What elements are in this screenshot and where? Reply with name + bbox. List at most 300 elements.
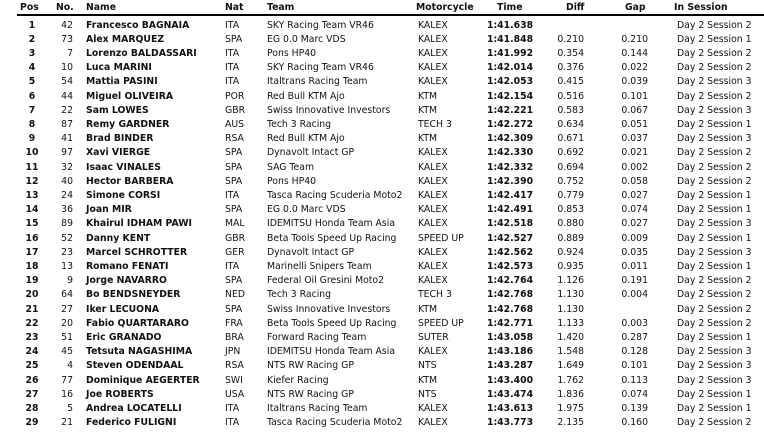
cell-gap: 0.037: [621, 133, 648, 145]
cell-rider-name: Danny KENT: [86, 232, 151, 244]
table-row: [0, 303, 764, 317]
cell-pos: 28: [25, 402, 39, 414]
cell-pos: 27: [25, 388, 39, 400]
cell-motorcycle: KALEX: [418, 19, 448, 31]
cell-motorcycle: KALEX: [418, 275, 448, 287]
cell-rider-name: Xavi VIERGE: [86, 147, 151, 159]
cell-nationality: USA: [225, 388, 245, 400]
table-row: [0, 90, 764, 104]
table-row: [0, 416, 764, 430]
cell-nationality: BRA: [225, 331, 244, 343]
cell-rider-name: Iker LECUONA: [86, 303, 160, 315]
cell-pos: 2: [28, 33, 36, 45]
cell-nationality: SPA: [225, 175, 243, 187]
cell-diff: 0.889: [557, 232, 584, 244]
cell-session: Day 2 Session 3: [677, 133, 752, 145]
cell-team: EG 0.0 Marc VDS: [267, 204, 346, 216]
cell-diff: 1.420: [557, 331, 584, 343]
table-row: [0, 374, 764, 388]
cell-gap: 0.002: [621, 161, 648, 173]
cell-nationality: SPA: [225, 147, 243, 159]
cell-diff: 1.836: [557, 388, 584, 400]
header-time: Time: [497, 2, 523, 13]
cell-motorcycle: KALEX: [418, 33, 448, 45]
cell-session: Day 2 Session 1: [677, 232, 752, 244]
cell-motorcycle: KALEX: [418, 62, 448, 74]
cell-session: Day 2 Session 3: [677, 346, 752, 358]
cell-team: Tech 3 Racing: [267, 118, 332, 130]
cell-rider-name: Luca MARINI: [86, 62, 152, 74]
cell-number: 4: [67, 360, 73, 372]
cell-diff: 1.130: [557, 303, 584, 315]
cell-team: SAG Team: [267, 161, 315, 173]
cell-team: Italtrans Racing Team: [267, 402, 368, 414]
table-row: [0, 217, 764, 231]
cell-lap-time: 1:42.518: [487, 218, 534, 230]
cell-team: Dynavolt Intact GP: [267, 147, 355, 159]
cell-gap: 0.004: [621, 289, 648, 301]
cell-gap: 0.035: [621, 246, 648, 258]
cell-nationality: RSA: [225, 133, 244, 145]
table-row: [0, 203, 764, 217]
cell-team: Beta Tools Speed Up Racing: [267, 232, 397, 244]
cell-lap-time: 1:42.221: [487, 104, 534, 116]
cell-lap-time: 1:42.491: [487, 204, 534, 216]
cell-motorcycle: NTS: [418, 360, 437, 372]
cell-session: Day 2 Session 2: [677, 417, 752, 429]
cell-diff: 2.135: [557, 417, 584, 429]
cell-nationality: ITA: [225, 62, 240, 74]
cell-pos: 19: [25, 275, 39, 287]
cell-number: 10: [61, 62, 73, 74]
cell-gap: 0.027: [621, 218, 648, 230]
cell-nationality: ITA: [225, 402, 240, 414]
cell-number: 54: [61, 76, 73, 88]
cell-diff: 1.126: [557, 275, 584, 287]
cell-session: Day 2 Session 1: [677, 260, 752, 272]
cell-number: 40: [61, 175, 73, 187]
table-row: [0, 274, 764, 288]
cell-pos: 15: [25, 218, 39, 230]
table-row: [0, 345, 764, 359]
cell-diff: 0.415: [557, 76, 584, 88]
cell-pos: 9: [28, 133, 36, 145]
cell-team: Pons HP40: [267, 175, 317, 187]
cell-nationality: ITA: [225, 260, 240, 272]
cell-session: Day 2 Session 2: [677, 303, 752, 315]
cell-team: Italtrans Racing Team: [267, 76, 368, 88]
table-row: [0, 146, 764, 160]
cell-diff: 0.924: [557, 246, 584, 258]
cell-nationality: FRA: [225, 317, 243, 329]
cell-gap: 0.210: [621, 33, 648, 45]
cell-motorcycle: KALEX: [418, 189, 448, 201]
cell-lap-time: 1:43.058: [487, 331, 534, 343]
cell-motorcycle: KALEX: [418, 47, 448, 59]
cell-motorcycle: KALEX: [418, 218, 448, 230]
cell-lap-time: 1:42.053: [487, 76, 534, 88]
cell-motorcycle: KALEX: [418, 402, 448, 414]
cell-session: Day 2 Session 3: [677, 76, 752, 88]
table-row: [0, 402, 764, 416]
cell-session: Day 2 Session 2: [677, 19, 752, 31]
cell-nationality: ITA: [225, 19, 240, 31]
cell-gap: 0.027: [621, 189, 648, 201]
cell-rider-name: Mattia PASINI: [86, 76, 158, 88]
cell-number: 41: [61, 133, 73, 145]
cell-diff: 1.762: [557, 374, 584, 386]
cell-lap-time: 1:42.768: [487, 289, 534, 301]
cell-lap-time: 1:42.771: [487, 317, 534, 329]
cell-nationality: GBR: [225, 232, 246, 244]
cell-rider-name: Alex MARQUEZ: [86, 33, 165, 45]
cell-team: SKY Racing Team VR46: [267, 19, 374, 31]
cell-number: 7: [67, 47, 73, 59]
cell-nationality: ITA: [225, 189, 240, 201]
cell-diff: 1.975: [557, 402, 584, 414]
cell-diff: 0.210: [557, 33, 584, 45]
cell-team: Swiss Innovative Investors: [267, 104, 391, 116]
cell-number: 52: [61, 232, 73, 244]
cell-pos: 16: [25, 232, 39, 244]
cell-team: Red Bull KTM Ajo: [267, 133, 345, 145]
table-row: [0, 161, 764, 175]
cell-gap: 0.139: [621, 402, 648, 414]
table-row: [0, 118, 764, 132]
cell-session: Day 2 Session 1: [677, 118, 752, 130]
cell-pos: 21: [25, 303, 39, 315]
cell-diff: 1.548: [557, 346, 584, 358]
cell-pos: 22: [25, 317, 39, 329]
cell-motorcycle: KALEX: [418, 260, 448, 272]
cell-rider-name: Hector BARBERA: [86, 175, 174, 187]
cell-lap-time: 1:43.773: [487, 417, 534, 429]
cell-diff: 0.935: [557, 260, 584, 272]
table-header: [0, 1, 764, 14]
cell-motorcycle: KALEX: [418, 175, 448, 187]
cell-rider-name: Khairul IDHAM PAWI: [86, 218, 193, 230]
cell-session: Day 2 Session 1: [677, 402, 752, 414]
cell-lap-time: 1:42.764: [487, 275, 534, 287]
cell-diff: 0.516: [557, 90, 584, 102]
cell-gap: 0.113: [621, 374, 648, 386]
cell-motorcycle: KTM: [418, 90, 438, 102]
cell-number: 36: [61, 204, 73, 216]
cell-gap: 0.021: [621, 147, 648, 159]
cell-gap: 0.051: [621, 118, 648, 130]
table-row: [0, 331, 764, 345]
cell-pos: 10: [25, 147, 39, 159]
cell-motorcycle: TECH 3: [418, 289, 452, 301]
cell-team: Red Bull KTM Ajo: [267, 90, 345, 102]
cell-rider-name: Dominique AEGERTER: [86, 374, 200, 386]
cell-pos: 24: [25, 346, 39, 358]
header-session: In Session: [674, 2, 728, 13]
cell-lap-time: 1:42.309: [487, 133, 534, 145]
cell-lap-time: 1:42.573: [487, 260, 534, 272]
cell-lap-time: 1:42.768: [487, 303, 534, 315]
cell-rider-name: Remy GARDNER: [86, 118, 170, 130]
cell-lap-time: 1:41.848: [487, 33, 534, 45]
header-team: Team: [267, 2, 295, 13]
cell-team: IDEMITSU Honda Team Asia: [267, 218, 396, 230]
cell-nationality: SPA: [225, 161, 243, 173]
cell-nationality: SPA: [225, 33, 243, 45]
cell-session: Day 2 Session 2: [677, 175, 752, 187]
cell-pos: 26: [25, 374, 39, 386]
cell-diff: 0.354: [557, 47, 584, 59]
cell-pos: 12: [25, 175, 39, 187]
cell-diff: 0.583: [557, 104, 584, 116]
cell-team: Tasca Racing Scuderia Moto2: [267, 189, 403, 201]
cell-motorcycle: TECH 3: [418, 118, 452, 130]
cell-motorcycle: KTM: [418, 133, 438, 145]
cell-nationality: SPA: [225, 303, 243, 315]
cell-team: SKY Racing Team VR46: [267, 62, 374, 74]
cell-diff: 0.634: [557, 118, 584, 130]
cell-lap-time: 1:42.527: [487, 232, 534, 244]
cell-number: 97: [61, 147, 73, 159]
cell-pos: 17: [25, 246, 39, 258]
cell-lap-time: 1:42.014: [487, 62, 534, 74]
header-pos: Pos: [20, 2, 39, 13]
cell-nationality: ITA: [225, 76, 240, 88]
table-row: [0, 189, 764, 203]
table-row: [0, 388, 764, 402]
cell-session: Day 2 Session 2: [677, 161, 752, 173]
cell-diff: 0.880: [557, 218, 584, 230]
cell-team: Federal Oil Gresini Moto2: [267, 275, 385, 287]
cell-number: 87: [61, 118, 73, 130]
cell-number: 73: [61, 33, 73, 45]
cell-team: Beta Tools Speed Up Racing: [267, 317, 397, 329]
cell-rider-name: Simone CORSI: [86, 189, 161, 201]
cell-session: Day 2 Session 2: [677, 275, 752, 287]
table-row: [0, 47, 764, 61]
table-row: [0, 175, 764, 189]
cell-lap-time: 1:42.272: [487, 118, 534, 130]
cell-number: 5: [67, 402, 73, 414]
header-rule: [17, 14, 764, 16]
cell-pos: 3: [28, 47, 36, 59]
header-diff: Diff: [566, 2, 585, 13]
cell-diff: 0.752: [557, 175, 584, 187]
cell-lap-time: 1:42.390: [487, 175, 534, 187]
cell-motorcycle: SPEED UP: [418, 232, 464, 244]
cell-nationality: GER: [225, 246, 245, 258]
cell-gap: 0.128: [621, 346, 648, 358]
cell-session: Day 2 Session 3: [677, 246, 752, 258]
cell-diff: 0.671: [557, 133, 584, 145]
cell-nationality: ITA: [225, 47, 240, 59]
table-row: [0, 359, 764, 373]
cell-rider-name: Lorenzo BALDASSARI: [86, 47, 197, 59]
cell-number: 89: [61, 218, 73, 230]
cell-gap: 0.074: [621, 388, 648, 400]
cell-number: 9: [67, 275, 73, 287]
cell-pos: 7: [28, 104, 36, 116]
cell-team: Marinelli Snipers Team: [267, 260, 372, 272]
cell-nationality: SPA: [225, 204, 243, 216]
cell-session: Day 2 Session 2: [677, 317, 752, 329]
table-row: [0, 33, 764, 47]
cell-pos: 29: [25, 417, 39, 429]
cell-pos: 5: [28, 76, 36, 88]
cell-team: Dynavolt Intact GP: [267, 246, 355, 258]
cell-rider-name: Andrea LOCATELLI: [86, 402, 182, 414]
header-name: Name: [86, 2, 117, 13]
cell-number: 77: [61, 374, 73, 386]
cell-gap: 0.160: [621, 417, 648, 429]
cell-number: 23: [61, 246, 73, 258]
cell-motorcycle: KALEX: [418, 346, 448, 358]
cell-team: Tasca Racing Scuderia Moto2: [267, 417, 403, 429]
cell-pos: 20: [25, 289, 39, 301]
cell-session: Day 2 Session 2: [677, 90, 752, 102]
cell-number: 22: [61, 104, 73, 116]
table-row: [0, 61, 764, 75]
table-row: [0, 19, 764, 33]
cell-pos: 25: [25, 360, 39, 372]
cell-lap-time: 1:42.417: [487, 189, 534, 201]
cell-number: 32: [61, 161, 73, 173]
cell-rider-name: Tetsuta NAGASHIMA: [86, 346, 193, 358]
table-row: [0, 75, 764, 89]
cell-lap-time: 1:43.400: [487, 374, 534, 386]
cell-number: 42: [61, 19, 73, 31]
table-row: [0, 246, 764, 260]
cell-lap-time: 1:42.332: [487, 161, 534, 173]
table-row: [0, 260, 764, 274]
cell-nationality: GBR: [225, 104, 246, 116]
cell-rider-name: Fabio QUARTARARO: [86, 317, 189, 329]
cell-diff: 0.376: [557, 62, 584, 74]
cell-pos: 1: [28, 19, 36, 31]
table-row: [0, 104, 764, 118]
cell-number: 13: [61, 260, 73, 272]
cell-session: Day 2 Session 3: [677, 374, 752, 386]
cell-number: 44: [61, 90, 73, 102]
cell-gap: 0.144: [621, 47, 648, 59]
cell-pos: 11: [25, 161, 39, 173]
cell-rider-name: Bo BENDSNEYDER: [86, 289, 181, 301]
cell-motorcycle: SUTER: [418, 331, 449, 343]
cell-number: 24: [61, 189, 73, 201]
cell-gap: 0.287: [621, 331, 648, 343]
cell-session: Day 2 Session 2: [677, 47, 752, 59]
cell-nationality: SWI: [225, 374, 243, 386]
cell-session: Day 2 Session 2: [677, 62, 752, 74]
cell-lap-time: 1:41.992: [487, 47, 534, 59]
cell-session: Day 2 Session 1: [677, 33, 752, 45]
cell-diff: 0.779: [557, 189, 584, 201]
cell-motorcycle: NTS: [418, 388, 437, 400]
cell-nationality: NED: [225, 289, 245, 301]
cell-pos: 6: [28, 90, 36, 102]
cell-diff: 0.692: [557, 147, 584, 159]
cell-motorcycle: KTM: [418, 374, 438, 386]
cell-rider-name: Jorge NAVARRO: [86, 275, 167, 287]
cell-motorcycle: KALEX: [418, 246, 448, 258]
cell-rider-name: Isaac VINALES: [86, 161, 161, 173]
cell-nationality: POR: [225, 90, 245, 102]
cell-team: Pons HP40: [267, 47, 317, 59]
cell-number: 20: [61, 317, 73, 329]
cell-motorcycle: KTM: [418, 104, 438, 116]
cell-rider-name: Joan MIR: [86, 204, 132, 216]
cell-lap-time: 1:41.638: [487, 19, 534, 31]
cell-rider-name: Sam LOWES: [86, 104, 149, 116]
cell-motorcycle: KALEX: [418, 204, 448, 216]
cell-diff: 1.130: [557, 289, 584, 301]
cell-gap: 0.009: [621, 232, 648, 244]
cell-rider-name: Romano FENATI: [86, 260, 169, 272]
cell-session: Day 2 Session 3: [677, 360, 752, 372]
cell-team: NTS RW Racing GP: [267, 360, 354, 372]
cell-diff: 1.649: [557, 360, 584, 372]
cell-rider-name: Federico FULIGNI: [86, 417, 177, 429]
cell-lap-time: 1:43.474: [487, 388, 534, 400]
cell-gap: 0.022: [621, 62, 648, 74]
cell-team: Tech 3 Racing: [267, 289, 332, 301]
table-row: [0, 132, 764, 146]
cell-pos: 13: [25, 189, 39, 201]
table-row: [0, 288, 764, 302]
cell-number: 51: [61, 331, 73, 343]
table-row: [0, 317, 764, 331]
cell-pos: 23: [25, 331, 39, 343]
cell-lap-time: 1:43.186: [487, 346, 534, 358]
cell-gap: 0.101: [621, 360, 648, 372]
cell-number: 45: [61, 346, 73, 358]
cell-rider-name: Joe ROBERTS: [86, 388, 154, 400]
cell-team: NTS RW Racing GP: [267, 388, 354, 400]
cell-number: 64: [61, 289, 73, 301]
cell-team: EG 0.0 Marc VDS: [267, 33, 346, 45]
cell-nationality: JPN: [225, 346, 241, 358]
cell-rider-name: Eric GRANADO: [86, 331, 162, 343]
cell-motorcycle: SPEED UP: [418, 317, 464, 329]
cell-gap: 0.039: [621, 76, 648, 88]
cell-diff: 1.133: [557, 317, 584, 329]
cell-rider-name: Francesco BAGNAIA: [86, 19, 190, 31]
cell-team: Forward Racing Team: [267, 331, 367, 343]
cell-lap-time: 1:43.613: [487, 402, 534, 414]
cell-lap-time: 1:42.562: [487, 246, 534, 258]
cell-gap: 0.191: [621, 275, 648, 287]
cell-lap-time: 1:42.330: [487, 147, 534, 159]
cell-gap: 0.011: [621, 260, 648, 272]
cell-motorcycle: KALEX: [418, 161, 448, 173]
cell-rider-name: Steven ODENDAAL: [86, 360, 184, 372]
cell-lap-time: 1:43.287: [487, 360, 534, 372]
cell-rider-name: Brad BINDER: [86, 133, 154, 145]
cell-nationality: ITA: [225, 417, 240, 429]
cell-rider-name: Miguel OLIVEIRA: [86, 90, 174, 102]
cell-gap: 0.101: [621, 90, 648, 102]
table-row: [0, 232, 764, 246]
cell-session: Day 2 Session 2: [677, 289, 752, 301]
cell-pos: 8: [28, 118, 36, 130]
header-no: No.: [56, 2, 74, 13]
cell-session: Day 2 Session 1: [677, 204, 752, 216]
cell-motorcycle: KALEX: [418, 76, 448, 88]
cell-motorcycle: KALEX: [418, 147, 448, 159]
cell-team: Swiss Innovative Investors: [267, 303, 391, 315]
cell-session: Day 2 Session 2: [677, 147, 752, 159]
cell-motorcycle: KTM: [418, 303, 438, 315]
cell-lap-time: 1:42.154: [487, 90, 534, 102]
